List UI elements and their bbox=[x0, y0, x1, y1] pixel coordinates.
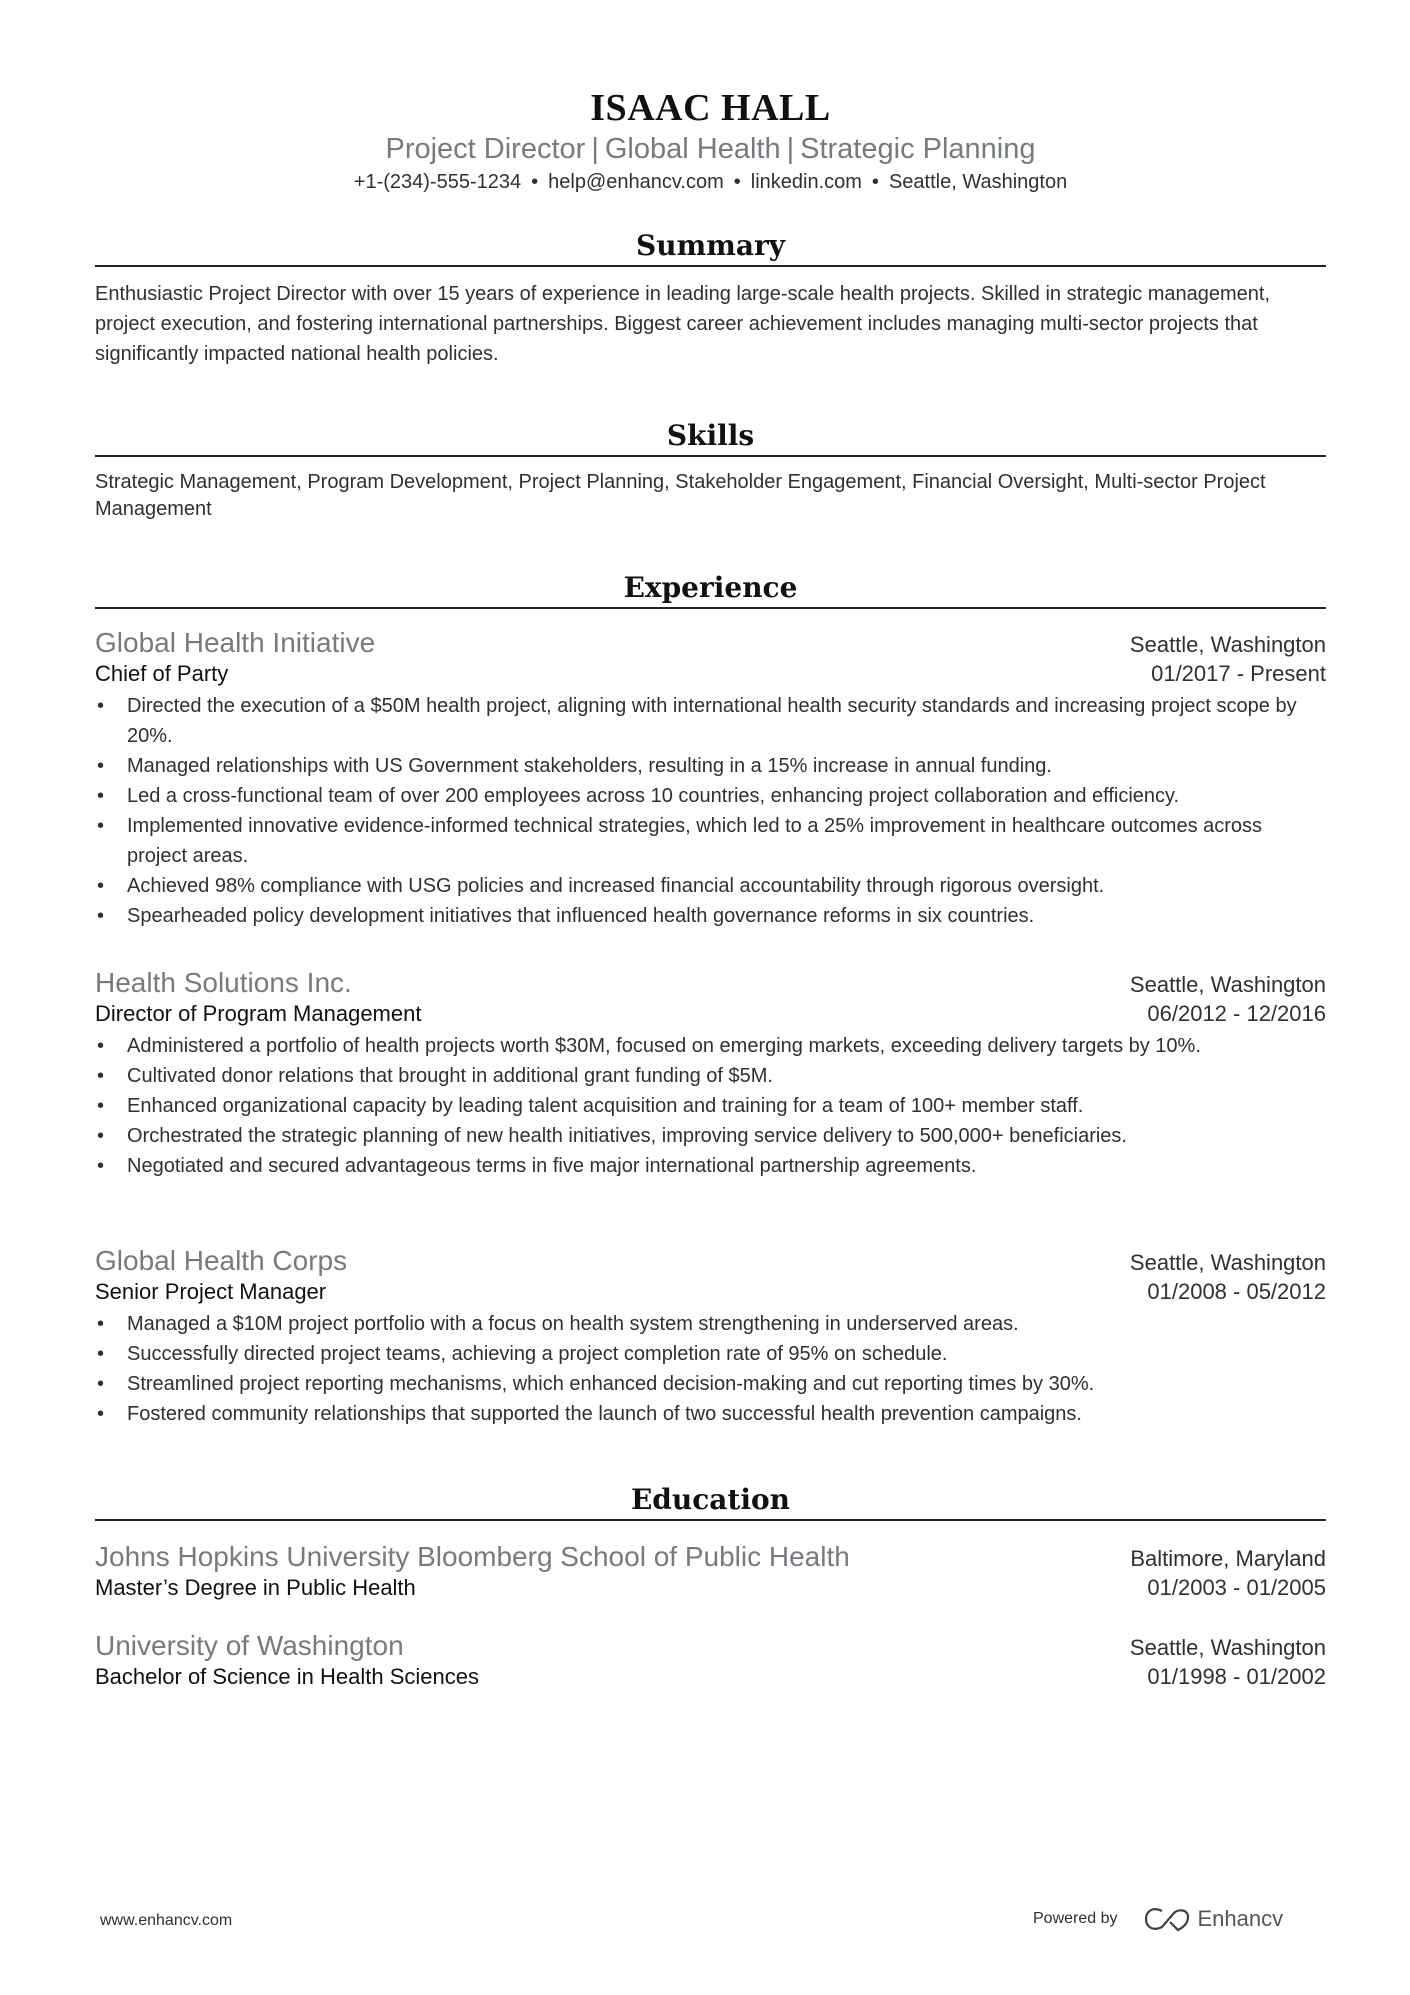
contact-line bbox=[95, 171, 1326, 194]
bullet-item: • Managed relationships with US Government stakeholders, resulting in a 15% increase in annual funding. bbox=[95, 751, 1326, 781]
job-title: Chief of Party bbox=[95, 661, 229, 686]
brand-name: Enhancv bbox=[1197, 1906, 1284, 1931]
linkedin-link[interactable]: linkedin.com bbox=[750, 171, 862, 193]
school-name: University of Washington bbox=[95, 1630, 404, 1661]
job-title: Director of Program Management bbox=[95, 1001, 422, 1026]
summary-text: Enthusiastic Project Director with over 15 years of experience in leading large-scale health projects. Skilled in strategic management, project execution, and fostering international partnerships. Biggest career achievement includes managing multi-sector projects that significantly impacted national health policies. bbox=[95, 283, 1271, 365]
dates: 01/2017 - Present bbox=[1151, 661, 1326, 686]
divider bbox=[95, 1519, 1326, 1521]
candidate-name: ISAAC HALL bbox=[590, 87, 831, 129]
education-item bbox=[95, 1541, 1326, 1601]
education-section bbox=[95, 1481, 1326, 1521]
separator: | bbox=[786, 133, 795, 165]
section-heading: Summary bbox=[636, 229, 785, 262]
phone: +1-(234)-555-1234 bbox=[353, 171, 522, 193]
separator: | bbox=[591, 133, 599, 165]
bullet-list bbox=[95, 1309, 1326, 1429]
company-name: Global Health Initiative bbox=[95, 627, 376, 658]
headline bbox=[95, 133, 1326, 166]
job-location: Seattle, Washington bbox=[1129, 632, 1326, 657]
powered-by bbox=[1033, 1906, 1283, 1932]
job-location: Seattle, Washington bbox=[1129, 972, 1326, 997]
separator: • bbox=[871, 171, 879, 193]
school-location: Baltimore, Maryland bbox=[1130, 1546, 1326, 1571]
divider bbox=[95, 607, 1326, 609]
footer-website[interactable]: www.enhancv.com bbox=[100, 1912, 233, 1929]
skills-text: Strategic Management, Program Development, Project Planning, Stakeholder Engagement, Financial Oversight, Multi-sector Project Management bbox=[95, 471, 1266, 520]
degree: Bachelor of Science in Health Sciences bbox=[95, 1664, 479, 1689]
bullet-list bbox=[95, 691, 1326, 931]
bullet-item: • Negotiated and secured advantageous terms in five major international partnership agreements. bbox=[95, 1151, 1326, 1181]
bullet-item: • Fostered community relationships that supported the launch of two successful health prevention campaigns. bbox=[95, 1399, 1326, 1429]
headline-item: Strategic Planning bbox=[800, 133, 1036, 165]
bullet-item: • Implemented innovative evidence-informed technical strategies, which led to a 25% improvement in healthcare outcomes across project areas. bbox=[95, 811, 1326, 871]
bullet-list bbox=[95, 1031, 1326, 1181]
dates: 06/2012 - 12/2016 bbox=[1147, 1001, 1326, 1026]
bullet-item: • Led a cross-functional team of over 200 employees across 10 countries, enhancing project collaboration and efficiency. bbox=[95, 781, 1326, 811]
bullet-item: • Administered a portfolio of health projects worth $30M, focused on emerging markets, exceeding delivery targets by 10%. bbox=[95, 1031, 1326, 1061]
job-title: Senior Project Manager bbox=[95, 1279, 327, 1304]
separator: • bbox=[531, 171, 539, 193]
section-heading: Education bbox=[630, 1483, 791, 1516]
dates: 01/2008 - 05/2012 bbox=[1147, 1279, 1326, 1304]
enhancv-logo-icon bbox=[1144, 1906, 1192, 1932]
section-heading: Skills bbox=[666, 419, 755, 452]
section-heading: Experience bbox=[623, 571, 798, 604]
powered-by-label: Powered by bbox=[1033, 1910, 1118, 1927]
bullet-item: • Achieved 98% compliance with USG policies and increased financial accountability through rigorous oversight. bbox=[95, 871, 1326, 901]
dates: 01/2003 - 01/2005 bbox=[1147, 1575, 1326, 1600]
headline-item: Global Health bbox=[604, 133, 781, 165]
dates: 01/1998 - 01/2002 bbox=[1147, 1664, 1326, 1689]
experience-item bbox=[95, 627, 1326, 931]
school-name: Johns Hopkins University Bloomberg School of Public Health bbox=[95, 1541, 850, 1572]
bullet-item: • Managed a $10M project portfolio with a focus on health system strengthening in underserved areas. bbox=[95, 1309, 1326, 1339]
email-link[interactable]: help@enhancv.com bbox=[548, 171, 724, 193]
degree: Master’s Degree in Public Health bbox=[95, 1575, 416, 1600]
bullet-item: • Enhanced organizational capacity by leading talent acquisition and training for a team of 100+ member staff. bbox=[95, 1091, 1326, 1121]
bullet-item: • Orchestrated the strategic planning of new health initiatives, improving service delivery to 500,000+ beneficiaries. bbox=[95, 1121, 1326, 1151]
bullet-item: • Spearheaded policy development initiatives that influenced health governance reforms in six countries. bbox=[95, 901, 1326, 931]
experience-section bbox=[95, 569, 1326, 609]
company-name: Global Health Corps bbox=[95, 1245, 348, 1276]
job-location: Seattle, Washington bbox=[1129, 1250, 1326, 1275]
skills-section bbox=[95, 417, 1326, 523]
bullet-item: • Streamlined project reporting mechanisms, which enhanced decision-making and cut reporting times by 30%. bbox=[95, 1369, 1326, 1399]
separator: • bbox=[733, 171, 741, 193]
company-name: Health Solutions Inc. bbox=[95, 967, 352, 998]
headline-item: Project Director bbox=[385, 133, 586, 165]
bullet-item: • Directed the execution of a $50M health project, aligning with international health security standards and increasing project scope by 20%. bbox=[95, 691, 1326, 751]
divider bbox=[95, 265, 1326, 267]
divider bbox=[95, 455, 1326, 457]
experience-item bbox=[95, 967, 1326, 1181]
education-item bbox=[95, 1630, 1326, 1690]
location: Seattle, Washington bbox=[888, 171, 1068, 193]
bullet-item: • Successfully directed project teams, achieving a project completion rate of 95% on schedule. bbox=[95, 1339, 1326, 1369]
bullet-item: • Cultivated donor relations that brought in additional grant funding of $5M. bbox=[95, 1061, 1326, 1091]
school-location: Seattle, Washington bbox=[1129, 1635, 1326, 1660]
experience-item bbox=[95, 1245, 1326, 1429]
summary-section bbox=[95, 227, 1326, 369]
